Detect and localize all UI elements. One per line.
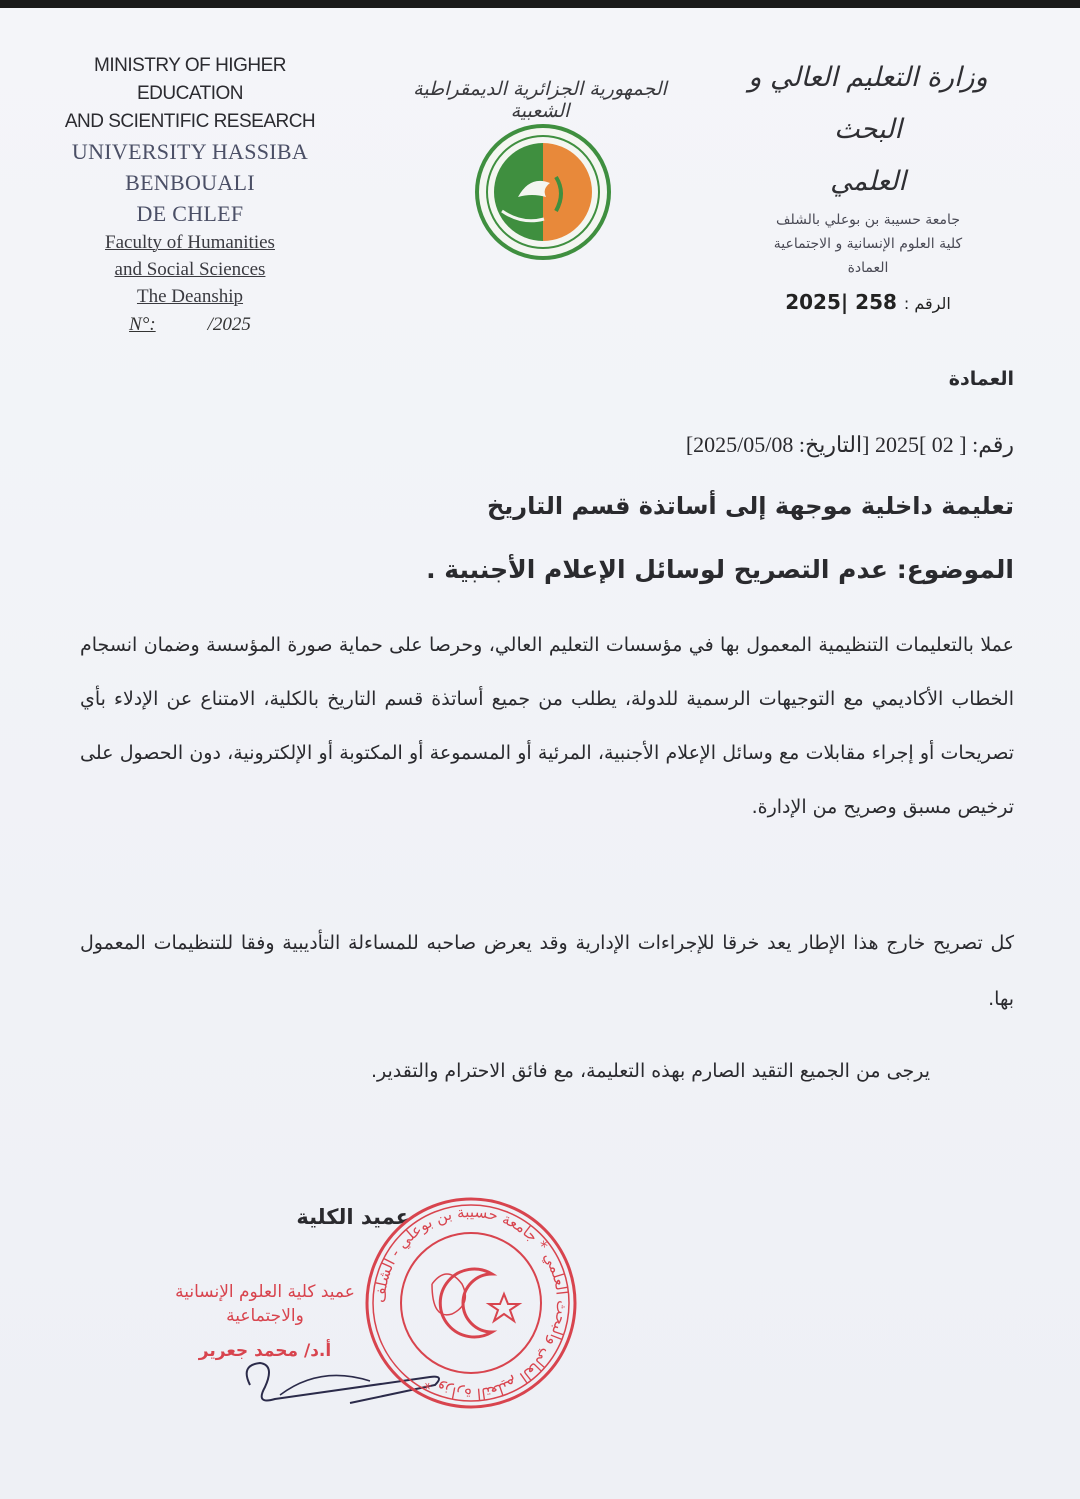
english-letterhead <box>40 52 340 336</box>
number-field-en <box>40 314 340 336</box>
reference-number-ar <box>718 290 1018 314</box>
republic-name: الجمهورية الجزائرية الديمقراطية الشعبية <box>413 78 667 122</box>
official-round-stamp <box>362 1194 580 1412</box>
ministry-name-ar: وزارة التعليم العالي و البحث <box>748 62 988 145</box>
university-name-ar: جامعة حسيبة بن بوعلي بالشلف <box>776 212 960 228</box>
body-paragraph-1: عملا بالتعليمات التنظيمية المعمول بها في مؤسسات التعليم العالي، وحرصا على حماية صورة المؤسسة وضمان انسجام الخطاب الأكاديمي مع التوجيهات الرسمية للدولة، يطلب من جميع أساتذة قسم التاريخ بالكلية، الامتناع عن الإدلاء بأي تصريحات أو إجراء مقابلات مع وسائل الإعلام الأجنبية، المرئية أو المسموعة أو المكتوبة أو الإلكترونية، دون الحصول على ترخيص مسبق وصريح من الإدارة. <box>80 634 1014 818</box>
faculty-name-ar: كلية العلوم الإنسانية و الاجتماعية <box>773 236 963 252</box>
top-edge-bar <box>0 0 1080 8</box>
university-logo <box>472 123 614 261</box>
dean-stamp-line-2: والاجتماعية <box>226 1306 304 1326</box>
reference-date-line: رقم: [ 02 ]2025 [التاريخ: 2025/05/08] <box>685 432 1014 457</box>
round-stamp-text: وزارة التعليم العالي والبحث العلمي * جامعة حسيبة بن بوعلي - الشلف * <box>370 1202 572 1404</box>
closing-line: يرجى من الجميع التقيد الصارم بهذه التعليمة، مع فائق الاحترام والتقدير. <box>371 1060 930 1082</box>
arabic-letterhead <box>718 52 1018 314</box>
number-label-en: N°: <box>129 314 156 335</box>
deanship-label: العمادة <box>948 368 1014 390</box>
body-paragraph-2: كل تصريح خارج هذا الإطار يعد خرقا للإجراءات الإدارية وقد يعرض صاحبه للمساءلة التأديبية وفقا للتنظيمات المعمول بها. <box>80 932 1014 1010</box>
dean-name: أ.د/ محمد جعرير <box>198 1341 332 1361</box>
dean-stamp-line-1: عميد كلية العلوم الإنسانية <box>175 1282 355 1302</box>
university-name-en: UNIVERSITY HASSIBA <box>71 139 309 164</box>
university-name-en-3: DE CHLEF <box>136 201 244 226</box>
university-name-en-2: BENBOUALI <box>125 170 255 195</box>
number-value-en: /2025 <box>207 314 251 335</box>
ministry-name-en: MINISTRY OF HIGHER EDUCATION <box>94 55 286 104</box>
ministry-name-en-2: AND SCIENTIFIC RESEARCH <box>64 111 316 132</box>
faculty-name-en-2: and Social Sciences <box>114 259 266 280</box>
deanship-en: The Deanship <box>136 286 244 307</box>
faculty-name-en: Faculty of Humanities <box>105 232 275 253</box>
reference-label-ar: الرقم : <box>903 294 951 313</box>
subject-line: الموضوع: عدم التصريح لوسائل الإعلام الأجنبية . <box>426 555 1014 584</box>
reference-value-ar: 258 |2025 <box>785 290 897 314</box>
dean-title: عميد الكلية <box>296 1205 410 1229</box>
instruction-title: تعليمة داخلية موجهة إلى أساتذة قسم التاريخ <box>486 492 1014 520</box>
ministry-name-ar-2: العلمي <box>830 166 906 197</box>
deanship-ar: العمادة <box>847 260 889 276</box>
